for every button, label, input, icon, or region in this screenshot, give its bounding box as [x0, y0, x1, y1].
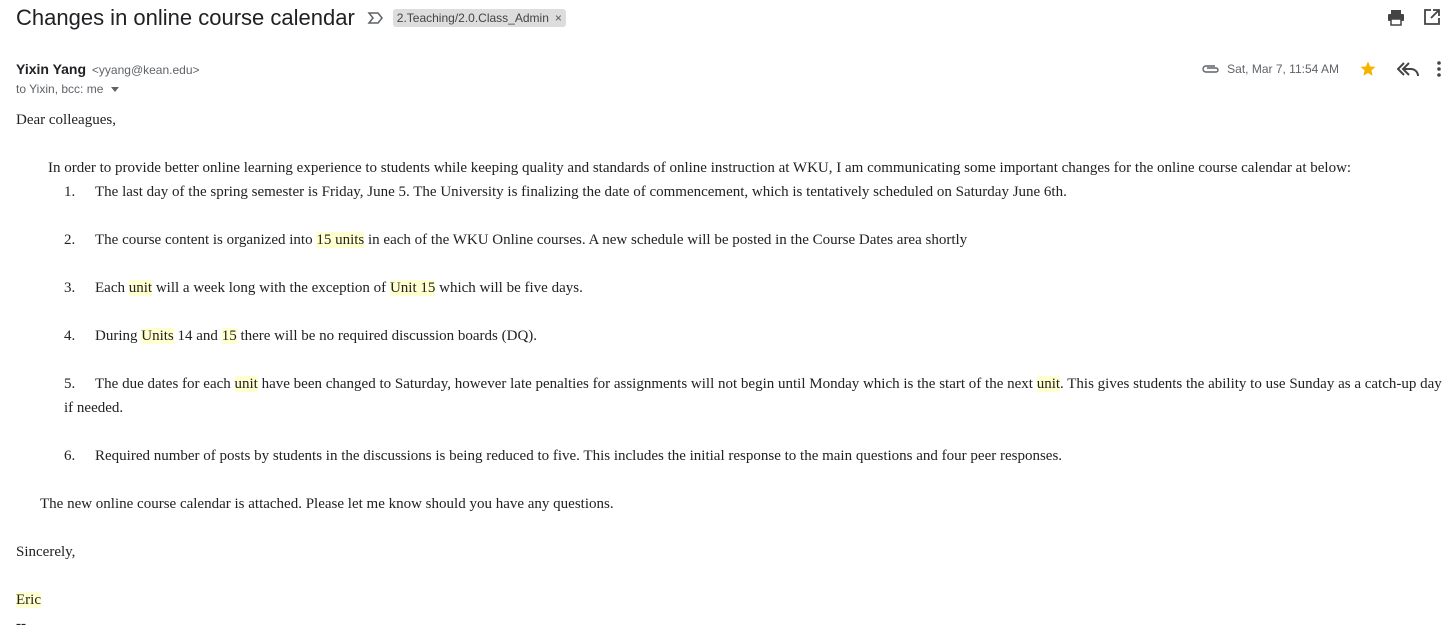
subject-row	[16, 4, 566, 32]
sender-name[interactable]: Yixin Yang	[16, 61, 87, 77]
recipients-row	[16, 82, 119, 96]
more-vertical-icon[interactable]	[1437, 60, 1441, 78]
reply-all-icon[interactable]	[1397, 60, 1419, 78]
list-item: 1. The last day of the spring semester is Friday, June 5. The University is finalizing the date of commencement, which is tentatively scheduled on Saturday June 6th.	[64, 184, 1067, 200]
signature	[16, 588, 1446, 612]
list-item: 3. Each unit will a week long with the exception of Unit 15 which will be five days.	[64, 280, 583, 296]
closing-paragraph: The new online course calendar is attached. Please let me know should you have any questions.	[40, 496, 614, 512]
list-item: 4. During Units 14 and 15 there will be no required discussion boards (DQ).	[64, 328, 538, 344]
list-item: 2. The course content is organized into 15 units in each of the WKU Online courses. A new schedule will be posted in the Course Dates area shortly	[64, 232, 968, 248]
greeting: Dear colleagues,	[16, 112, 116, 128]
message-date: Sat, Mar 7, 11:54 AM	[1227, 62, 1339, 76]
signature-dash: --	[16, 616, 26, 632]
search-highlight: Units	[141, 328, 174, 344]
sender-row	[16, 61, 200, 77]
search-highlight: 15 units	[316, 232, 365, 248]
print-icon[interactable]	[1387, 8, 1405, 26]
list-item: 5. The due dates for each unit have been changed to Saturday, however late penalties for assignments will not begin until Monday which is the start of the next unit. This gives students the ability to use Sunday as a catch-up day if needed.	[64, 376, 1442, 416]
chevron-down-icon[interactable]	[111, 87, 119, 92]
search-highlight: Unit 15	[389, 280, 436, 296]
top-actions	[1387, 8, 1441, 26]
star-icon[interactable]	[1359, 60, 1377, 78]
search-highlight: 15	[221, 328, 237, 344]
search-highlight: unit	[234, 376, 258, 392]
search-highlight: unit	[1036, 376, 1061, 392]
label-chip[interactable]	[393, 9, 566, 27]
remove-label-icon[interactable]: ×	[554, 11, 562, 25]
search-highlight: unit	[128, 280, 153, 296]
recipients-text: to Yixin, bcc: me	[16, 82, 104, 96]
paperclip-icon	[1201, 63, 1221, 75]
open-in-new-window-icon[interactable]	[1423, 8, 1441, 26]
message-meta	[1201, 60, 1441, 78]
list-item: 6. Required number of posts by students in the discussions is being reduced to five. This includes the initial response to the main questions and four peer responses.	[64, 448, 1063, 464]
intro-paragraph: In order to provide better online learning experience to students while keeping quality and standards of online instruction at WKU, I am communicating some important changes for the online course calendar at below:	[48, 160, 1352, 176]
sender-email: <yyang@kean.edu>	[91, 63, 200, 77]
email-body	[16, 108, 1446, 636]
importance-marker-icon[interactable]	[367, 11, 385, 25]
signature-name: Eric	[16, 592, 41, 608]
email-subject: Changes in online course calendar	[16, 5, 355, 30]
signoff: Sincerely,	[16, 544, 76, 560]
label-chip-text: 2.Teaching/2.0.Class_Admin	[396, 11, 549, 25]
